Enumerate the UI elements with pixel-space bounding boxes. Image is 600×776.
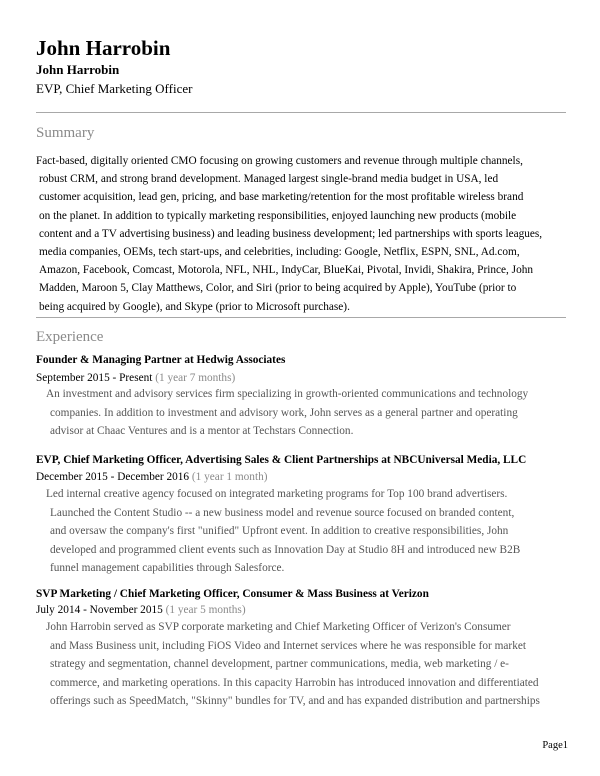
divider	[36, 317, 566, 318]
summary-line: Amazon, Facebook, Comcast, Motorola, NFL, NHL, IndyCar, BlueKai, Pivotal, Invidi, Shakira, Prince, John	[39, 264, 534, 277]
summary-line: content and a TV advertising business) and leading business development; led partnerships with sports leagues,	[39, 227, 543, 240]
description-line: funnel management capabilities through Salesforce.	[50, 562, 285, 574]
summary-line: Madden, Maroon 5, Clay Matthews, Color, and Siri (prior to being acquired by Apple), YouTube (prior to	[39, 282, 517, 295]
profile-headline: EVP, Chief Marketing Officer	[36, 81, 193, 96]
experience-heading: Experience	[36, 329, 104, 345]
page-number: Page1	[542, 740, 568, 751]
job-dates-row	[36, 602, 246, 618]
job-dates: July 2014 - November 2015	[36, 604, 163, 616]
job-description	[40, 618, 568, 711]
summary-line: media companies, OEMs, tech start-ups, and celebrities, including: Google, Netflix, ESPN, SNL, Ad.com,	[39, 246, 520, 259]
job-description	[40, 485, 568, 578]
job-title: EVP, Chief Marketing Officer, Advertising Sales & Client Partnerships at NBCUniversal Media, LLC	[36, 454, 527, 466]
description-line: John Harrobin served as SVP corporate marketing and Chief Marketing Officer of Verizon's Consumer	[46, 621, 511, 633]
description-line: advisor at Chaac Ventures and is a mentor at Techstars Connection.	[50, 425, 354, 437]
description-line: Led internal creative agency focused on integrated marketing programs for Top 100 brand advertisers.	[46, 488, 508, 500]
job-title: SVP Marketing / Chief Marketing Officer, Consumer & Mass Business at Verizon	[36, 588, 429, 600]
job-dates: September 2015 - Present	[36, 372, 153, 384]
description-line: offerings such as SpeedMatch, "Skinny" bundles for TV, and and has expanded distribution and partnerships	[50, 695, 540, 707]
job-description	[40, 385, 568, 441]
summary-text	[36, 152, 556, 316]
description-line: companies. In addition to investment and advisory work, John serves as a general partner and operating	[50, 406, 518, 419]
job-duration: (1 year 1 month)	[191, 471, 268, 483]
job-duration: (1 year 5 months)	[165, 604, 246, 616]
summary-heading: Summary	[36, 125, 95, 141]
job-duration: (1 year 7 months)	[155, 372, 236, 384]
divider	[36, 112, 566, 113]
description-line: An investment and advisory services firm specializing in growth-oriented communications and technology	[46, 388, 529, 400]
description-line: and oversaw the company's first "unified" Upfront event. In addition to creative responsibilities, John	[50, 525, 509, 537]
description-line: developed and programmed client events such as Innovation Day at Studio 8H and introduced new B2B	[50, 543, 521, 556]
summary-line: on the planet. In addition to typically marketing responsibilities, enjoyed launching new products (mobile	[39, 209, 517, 222]
description-line: Launched the Content Studio -- a new business model and revenue source focused on branded content,	[50, 506, 515, 519]
summary-line: customer acquisition, lead gen, pricing, and base marketing/retention for the most profitable wireless brand	[39, 191, 524, 204]
summary-line: being acquired by Google), and Skype (prior to Microsoft purchase).	[39, 300, 350, 313]
job-dates: December 2015 - December 2016	[36, 471, 190, 483]
description-line: strategy and segmentation, channel development, partner communications, media, web marketing / e-	[50, 658, 509, 670]
page-title: John Harrobin	[36, 36, 171, 60]
job-title: Founder & Managing Partner at Hedwig Associates	[36, 354, 286, 366]
summary-line: Fact-based, digitally oriented CMO focusing on growing customers and revenue through multiple channels,	[36, 155, 523, 167]
description-line: and Mass Business unit, including FiOS Video and Internet services where he was responsible for market	[50, 639, 526, 652]
job-dates-row	[36, 370, 235, 386]
summary-line: robust CRM, and strong brand development. Managed largest single-brand media budget in USA, led	[39, 173, 499, 186]
job-dates-row	[36, 469, 268, 485]
description-line: commerce, and marketing operations. In this capacity Harrobin has introduced innovation and differentiated	[50, 676, 539, 689]
profile-name: John Harrobin	[36, 62, 120, 77]
